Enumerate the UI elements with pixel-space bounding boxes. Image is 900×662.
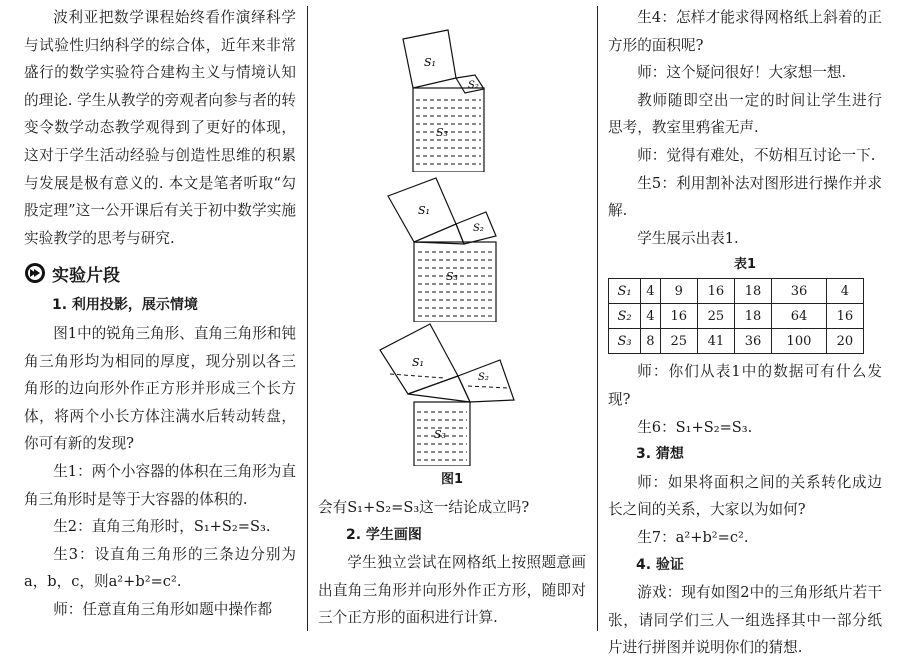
paragraph: 会有S₁+S₂=S₃这一结论成立吗? (318, 499, 530, 516)
table-row (609, 279, 864, 304)
table-cell: 36 (772, 279, 827, 304)
paragraph: 生3：设直角三角形的三条边分别为a，b，c，则a²+b²=c². (24, 545, 296, 591)
table-cell: 4 (826, 279, 863, 304)
column-left (24, 0, 296, 639)
table-cell: 20 (826, 329, 863, 354)
table-cell: S₂ (609, 304, 641, 329)
table-cell: 4 (641, 279, 661, 304)
s1-label: S₁ (424, 56, 436, 69)
paragraph: 师：你们从表1中的数据可有什么发现? (608, 363, 882, 408)
section-arrow-icon (24, 262, 46, 284)
table-cell: 36 (734, 329, 771, 354)
table-cell: S₁ (609, 279, 641, 304)
section-title: 实验片段 (52, 265, 120, 286)
column-right (608, 0, 882, 657)
figure-right-triangle (318, 176, 586, 322)
column-middle-text (318, 494, 586, 632)
table-title: 表1 (733, 257, 757, 273)
paragraph: 教师随即空出一定的时间让学生进行思考，教室里鸦雀无声. (608, 91, 882, 137)
table-row (609, 329, 864, 354)
column-divider (597, 6, 598, 631)
s3-label: S₃ (434, 428, 446, 441)
table-cell: 16 (660, 304, 697, 329)
table-row (609, 304, 864, 329)
table-cell: 25 (697, 304, 734, 329)
paragraph: 师：任意直角三角形如题中操作都 (53, 600, 273, 618)
table-cell: 25 (660, 329, 697, 354)
subsection-title: 3. 猜想 (636, 446, 684, 463)
s3-label: S₃ (436, 126, 448, 139)
figure-acute-triangle (318, 22, 586, 172)
paragraph: 生5：利用割补法对图形进行操作并求解. (608, 174, 882, 220)
paragraph: 生2：直角三角形时，S₁+S₂=S₃. (53, 518, 271, 536)
subsection-title: 4. 验证 (636, 556, 684, 573)
paragraph: 学生展示出表1. (637, 229, 739, 247)
paragraph: 图1中的锐角三角形、直角三角形和钝角三角形均为相同的厚度，现分别以各三角形的边向形外作正方形并形成三个长方体，将两个小长方体注满水后转动转盘，你可有新的发现? (24, 324, 296, 453)
paragraph: 学生独立尝试在网格纸上按照题意画出直角三角形并向形外作正方形，随即对三个正方形的面积进行计算. (318, 554, 586, 627)
column-middle (318, 0, 586, 639)
table-cell: S₃ (609, 329, 641, 354)
s2-label: S₂ (468, 80, 479, 91)
table-cell: 64 (772, 304, 827, 329)
s1-label: S₁ (412, 356, 424, 369)
table-cell: 4 (641, 304, 661, 329)
table-cell: 41 (697, 329, 734, 354)
paragraph: 生1：两个小容器的体积在三角形为直角三角形时是等于大容器的体积的. (24, 462, 296, 508)
figure-caption: 图1 (440, 472, 464, 487)
table-cell: 100 (772, 329, 827, 354)
table-cell: 18 (734, 304, 771, 329)
table-cell: 16 (826, 304, 863, 329)
data-table (608, 278, 864, 354)
paragraph: 生4：怎样才能求得网格纸上斜着的正方形的面积呢? (608, 9, 882, 54)
paragraph: 师：觉得有难处，不妨相互讨论一下. (637, 146, 876, 164)
table-cell: 9 (660, 279, 697, 304)
subsection-title: 2. 学生画图 (346, 526, 422, 543)
paragraph: 师：这个疑问很好！大家想一想. (637, 64, 847, 82)
figure-obtuse-triangle (318, 322, 586, 466)
paragraph: 生7：a²+b²=c². (637, 528, 749, 546)
paragraph: 生6：S₁+S₂=S₃. (637, 418, 753, 436)
section-header (24, 256, 296, 290)
table-cell: 18 (734, 279, 771, 304)
column-divider (307, 6, 308, 631)
subsection-title: 1. 利用投影，展示情境 (52, 297, 198, 314)
s1-label: S₁ (418, 204, 430, 217)
intro-paragraph: 波利亚把数学课程始终看作演绎科学与试验性归纳科学的综合体，近年来非常盛行的数学实验符合建构主义与情境认知的理论. 学生从教学的旁观者向参与者的转变令数学动态教学观得到了更好的体现，这对于学生活动经验与创造性思维的积累与发展是极有意义的. 本文是笔者听取“勾股定理”这一公开课后有关于初中数学实施实验教学的思考与研究. (24, 9, 296, 247)
s2-label: S₂ (478, 372, 489, 383)
paragraph: 师：如果将面积之间的关系转化成边长之间的关系，大家以为如何? (608, 473, 882, 519)
s3-label: S₃ (446, 270, 458, 283)
paragraph: 游戏：现有如图2中的三角形纸片若干张，请同学们三人一组选择其中一部分纸片进行拼图并说明你们的猜想. (608, 584, 882, 657)
table-cell: 16 (697, 279, 734, 304)
table-cell: 8 (641, 329, 661, 354)
s2-label: S₂ (473, 223, 484, 234)
